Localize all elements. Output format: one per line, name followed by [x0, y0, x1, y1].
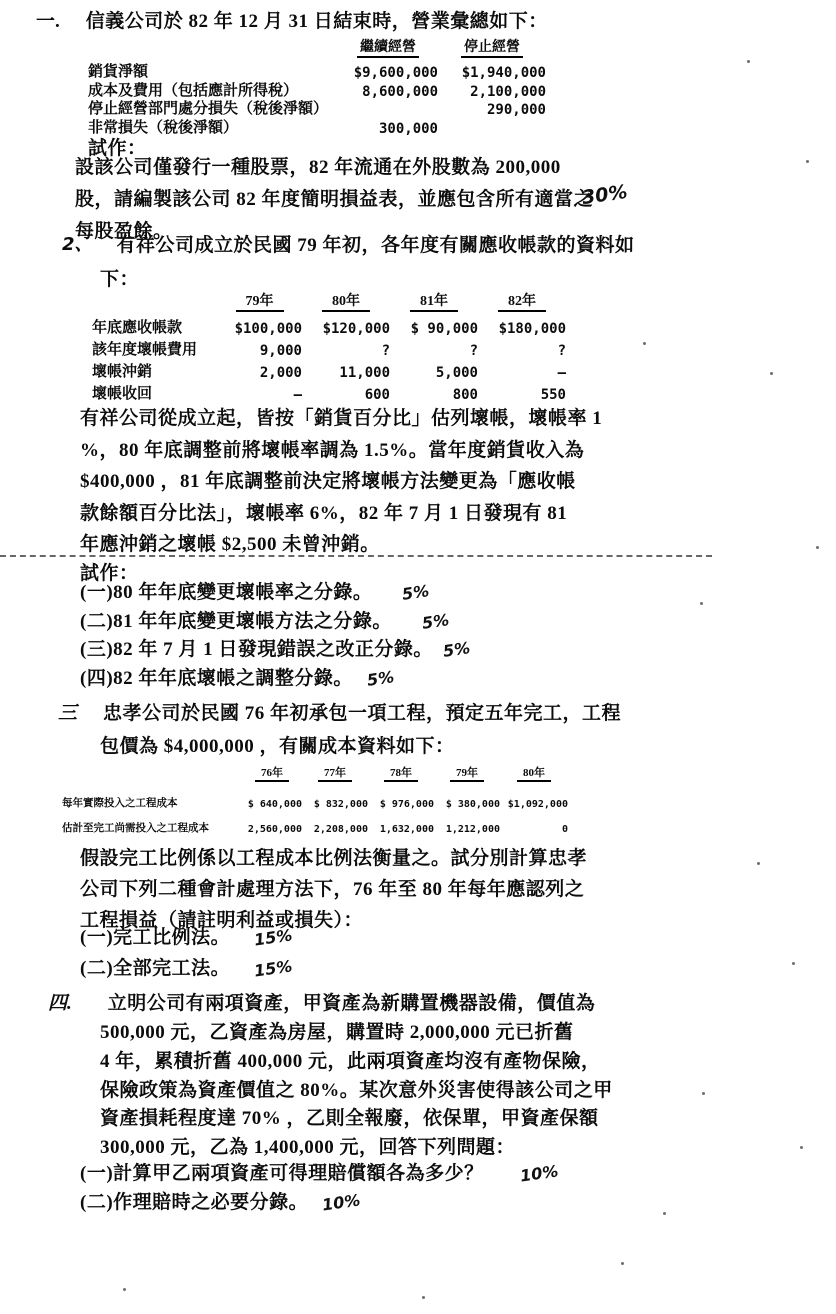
q1-operations-table — [88, 36, 546, 137]
question-body-line: $400,000 ，81 年底調整前決定將壞帳方法變更為「應收帳 — [80, 471, 576, 492]
handwritten-score: 5% — [420, 609, 451, 633]
table-row: 銷貨淨額 $9,600,000 $1,940,000 — [88, 64, 546, 81]
q1-col-header-continuing: 繼續經營 — [357, 36, 419, 58]
question-body-line: 保險政策為資產價值之 80%。某次意外災害使得該公司之甲 — [100, 1079, 613, 1101]
question-intro-line: 有祥公司成立於民國 79 年初，各年度有關應收帳款的資料如 — [116, 235, 635, 256]
question-3-marker: 三 — [58, 703, 78, 724]
q3-table-header-row — [62, 762, 568, 782]
q2-col-header: 81年 — [410, 290, 458, 312]
scan-noise-dot — [770, 372, 773, 375]
question-1-title: 信義公司於 82 年 12 月 31 日結束時，營業彙總如下： — [85, 11, 548, 32]
q1-table-header-row — [88, 36, 546, 58]
table-row: 年底應收帳款 $100,000 $120,000 $ 90,000 $180,000 — [92, 320, 566, 337]
question-body-line: 有祥公司從成立起，皆按「銷貨百分比」估列壞帳，壞帳率 1 — [80, 408, 603, 429]
question-1-marker: 一. — [36, 11, 60, 32]
question-body-line: 每股盈餘。 — [75, 221, 173, 242]
q4-items — [80, 1158, 558, 1216]
question-body-line: 資產損耗程度達 70% ，乙則全報廢，依保單，甲資產保額 — [100, 1108, 599, 1130]
scan-noise-dot — [621, 1262, 624, 1265]
table-row: 壞帳沖銷 2,000 11,000 5,000 — — [92, 364, 566, 381]
handwritten-score: 5% — [365, 666, 396, 690]
scan-noise-dot — [757, 862, 760, 865]
table-row: 估計至完工尚需投入之工程成本 2,560,000 2,208,000 1,632,000 1,212,000 0 — [62, 823, 568, 835]
question-body-line: 4 年，累積折舊 400,000 元，此兩項資產均沒有產物保險， — [100, 1050, 601, 1072]
scan-noise-dot — [792, 962, 795, 965]
list-item: (二)81 年年底變更壞帳方法之分錄。 5% — [80, 609, 451, 633]
q2-col-header: 82年 — [498, 290, 546, 312]
handwritten-score: 15% — [253, 956, 294, 981]
scan-artifact-dashed-line — [0, 555, 712, 557]
question-2-header — [62, 230, 635, 262]
scan-noise-dot — [663, 1212, 666, 1215]
handwritten-score: 10% — [518, 1161, 560, 1186]
q2-tryout-label: 試作： — [80, 563, 139, 584]
q3-col-header: 80年 — [517, 764, 551, 782]
question-intro-line: 包價為 $4,000,000 ，有關成本資料如下： — [100, 736, 455, 757]
handwritten-score: 30% — [580, 180, 629, 210]
list-item: (二)全部完工法。 15% — [80, 956, 294, 981]
list-item: (二)作理賠時之必要分錄。 10% — [80, 1190, 362, 1215]
scan-noise-dot — [816, 546, 819, 549]
list-item: (一)計算甲乙兩項資產可得理賠償額各為多少？ 10% — [80, 1161, 560, 1186]
question-body-line: 工程損益（請註明利益或損失）： — [80, 910, 364, 931]
question-4-marker: 四. — [48, 993, 72, 1014]
question-body-line: 假設完工比例係以工程成本比例法衡量之。試分別計算忠孝 — [80, 848, 588, 869]
q3-col-header: 76年 — [255, 764, 289, 782]
table-row: 停止經營部門處分損失（稅後淨額） 290,000 — [88, 101, 546, 118]
handwritten-score: 10% — [321, 1190, 362, 1215]
q2-col-header: 80年 — [322, 290, 370, 312]
q4-body — [100, 1019, 613, 1163]
q2-items — [80, 577, 470, 691]
scan-noise-dot — [747, 60, 750, 63]
q3-col-header: 77年 — [318, 764, 352, 782]
list-item: (四)82 年年底壞帳之調整分錄。 5% — [80, 666, 396, 690]
q3-contract-cost-table — [62, 762, 568, 835]
scan-noise-dot — [643, 342, 646, 345]
question-intro-line: 忠孝公司於民國 76 年初承包一項工程，預定五年完工，工程 — [103, 703, 622, 724]
question-body-line: 款餘額百分比法」，壞帳率 6%，82 年 7 月 1 日發現有 81 — [80, 502, 568, 524]
q2-table-header-row — [92, 288, 566, 312]
table-row: 成本及費用（包括應計所得稅） 8,600,000 2,100,000 — [88, 82, 546, 100]
q1-tryout-label: 試作： — [88, 138, 147, 159]
list-item: (一)完工比例法。 15% — [80, 925, 294, 950]
question-3-header — [58, 698, 621, 730]
question-intro-line: 下： — [100, 269, 140, 290]
question-body-line: 公司下列二種會計處理方法下，76 年至 80 年每年應認列之 — [80, 879, 585, 900]
table-row: 非常損失（稅後淨額） 300,000 — [88, 119, 438, 137]
list-item: (一)80 年年底變更壞帳率之分錄。 5% — [80, 581, 431, 604]
question-body-line: 300,000 元，乙為 1,400,000 元，回答下列問題： — [100, 1137, 516, 1159]
q2-body — [80, 403, 602, 561]
question-body-line: 設該公司僅發行一種股票，82 年流通在外股數為 200,000 — [75, 157, 561, 178]
q2-col-header: 79年 — [236, 290, 284, 312]
question-body-line: 立明公司有兩項資產，甲資產為新購置機器設備，價值為 — [107, 993, 596, 1014]
question-4-header — [48, 988, 595, 1020]
question-body-line: 股，請編製該公司 82 年度簡明損益表，並應包含所有適當之 — [75, 189, 594, 210]
handwritten-score: 15% — [253, 925, 294, 950]
handwritten-score: 5% — [401, 581, 431, 604]
q2-receivables-table — [92, 288, 566, 403]
scan-noise-dot — [700, 602, 703, 605]
question-body-line: 年應沖銷之壞帳 $2,500 未曾沖銷。 — [80, 534, 380, 555]
question-body-line: 500,000 元，乙資產為房屋，購置時 2,000,000 元已折舊 — [100, 1022, 574, 1043]
q3-col-header: 78年 — [384, 764, 418, 782]
scan-noise-dot — [422, 1296, 425, 1299]
handwritten-score: 5% — [441, 638, 472, 661]
table-row: 該年度壞帳費用 9,000 ? ? ? — [92, 342, 566, 359]
scan-noise-dot — [702, 1092, 705, 1095]
scan-noise-dot — [800, 1146, 803, 1149]
scan-noise-dot — [123, 1288, 126, 1291]
list-item: (三)82 年 7 月 1 日發現錯誤之改正分錄。 5% — [80, 638, 472, 661]
question-body-line: %，80 年底調整前將壞帳率調為 1.5%。當年度銷貨收入為 — [80, 439, 585, 461]
question-2-marker: 2、 — [62, 234, 93, 255]
question-1-header — [36, 6, 548, 38]
table-row: 每年實際投入之工程成本 $ 640,000 $ 832,000 $ 976,000 $ 380,000 $1,092,000 — [62, 798, 568, 810]
table-row: 壞帳收回 — 600 800 550 — [92, 386, 566, 403]
q3-col-header: 79年 — [450, 764, 484, 782]
q3-items — [80, 922, 292, 984]
q1-col-header-discontinued: 停止經營 — [461, 36, 523, 58]
scan-noise-dot — [806, 160, 809, 163]
